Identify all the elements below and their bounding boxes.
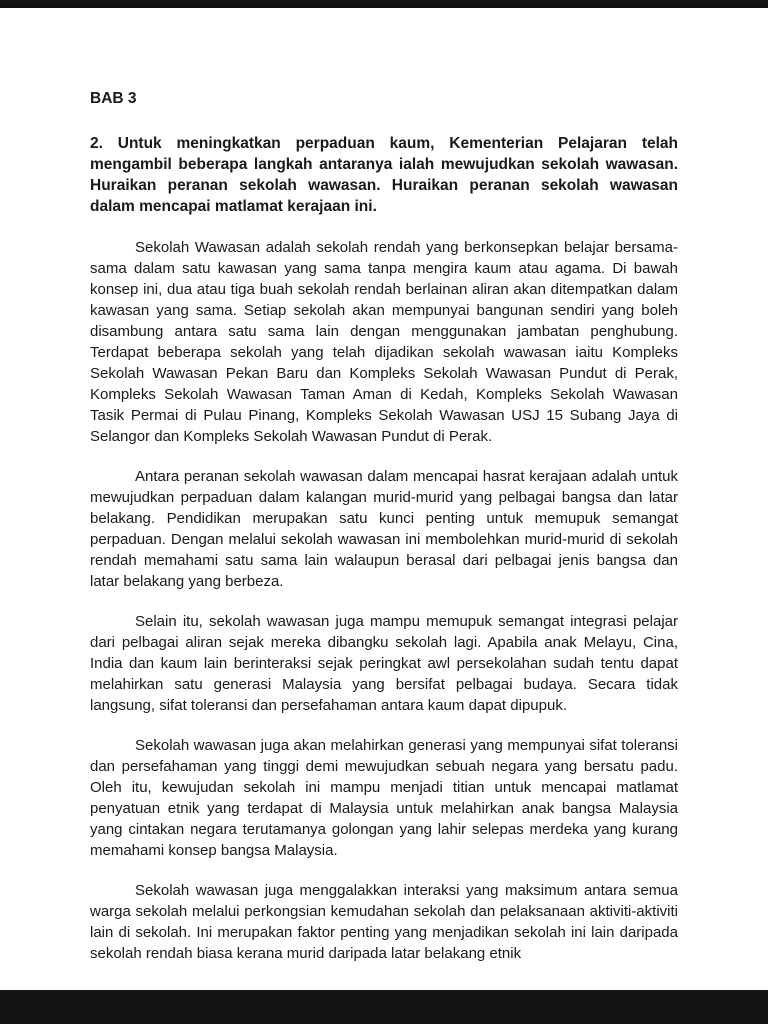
paragraph-2: Antara peranan sekolah wawasan dalam mencapai hasrat kerajaan adalah untuk mewujudkan perpaduan dalam kalangan murid-murid yang pelbagai bangsa dan latar belakang. Pendidikan merupakan satu kunci penting untuk memupuk semangat perpaduan. Dengan melalui sekolah wawasan ini membolehkan murid-murid di sekolah rendah memahami satu sama lain walaupun berasal dari pelbagai jenis bangsa dan latar belakang yang berbeza. xyxy=(90,468,678,590)
paragraph-3: Selain itu, sekolah wawasan juga mampu memupuk semangat integrasi pelajar dari pelbagai aliran sejak mereka dibangku sekolah lagi. Apabila anak Melayu, Cina, India dan kaum lain berinteraksi sejak peringkat awl persekolahan sudah tentu dapat melahirkan satu generasi Malaysia yang bersifat pelbagai budaya. Secara tidak langsung, sifat toleransi dan persefahaman antara kaum dapat dipupuk. xyxy=(90,613,678,714)
document-page xyxy=(0,8,768,990)
chapter-heading: BAB 3 xyxy=(90,90,137,107)
viewer-top-bar xyxy=(0,0,768,8)
document-content xyxy=(0,8,768,964)
question-heading: 2. Untuk meningkatkan perpaduan kaum, Kementerian Pelajaran telah mengambil beberapa langkah antaranya ialah mewujudkan sekolah wawasan. Huraikan peranan sekolah wawasan. Huraikan peranan sekolah wawasan dalam mencapai matlamat kerajaan ini. xyxy=(90,135,678,215)
paragraph-4: Sekolah wawasan juga akan melahirkan generasi yang mempunyai sifat toleransi dan persefahaman yang tinggi demi mewujudkan sebuah negara yang bersatu padu. Oleh itu, kewujudan sekolah ini mampu menjadi titian untuk mencapai matlamat penyatuan etnik yang terdapat di Malaysia untuk melahirkan anak bangsa Malaysia yang cintakan negara terutamanya golongan yang lahir selepas merdeka yang kurang memahami konsep bangsa Malaysia. xyxy=(90,737,678,859)
viewer-bottom-bar xyxy=(0,990,768,1024)
paragraph-5: Sekolah wawasan juga menggalakkan interaksi yang maksimum antara semua warga sekolah melalui perkongsian kemudahan sekolah dan pelaksanaan aktiviti-aktiviti lain di sekolah. Ini merupakan faktor penting yang menjadikan sekolah ini lain daripada sekolah rendah biasa kerana murid daripada latar belakang etnik xyxy=(90,882,678,962)
paragraph-1: Sekolah Wawasan adalah sekolah rendah yang berkonsepkan belajar bersama-sama dalam satu kawasan yang sama tanpa mengira kaum atau agama. Di bawah konsep ini, dua atau tiga buah sekolah rendah berlainan aliran akan ditempatkan dalam kawasan yang sama. Setiap sekolah akan mempunyai bangunan sendiri yang boleh disambung antara satu sama lain dengan menggunakan jambatan penghubung. Terdapat beberapa sekolah yang telah dijadikan sekolah wawasan iaitu Kompleks Sekolah Wawasan Pekan Baru dan Kompleks Sekolah Wawasan Pundut di Perak, Kompleks Sekolah Wawasan Taman Aman di Kedah, Kompleks Sekolah Wawasan Tasik Permai di Pulau Pinang, Kompleks Sekolah Wawasan USJ 15 Subang Jaya di Selangor dan Kompleks Sekolah Wawasan Pundut di Perak. xyxy=(90,239,678,445)
